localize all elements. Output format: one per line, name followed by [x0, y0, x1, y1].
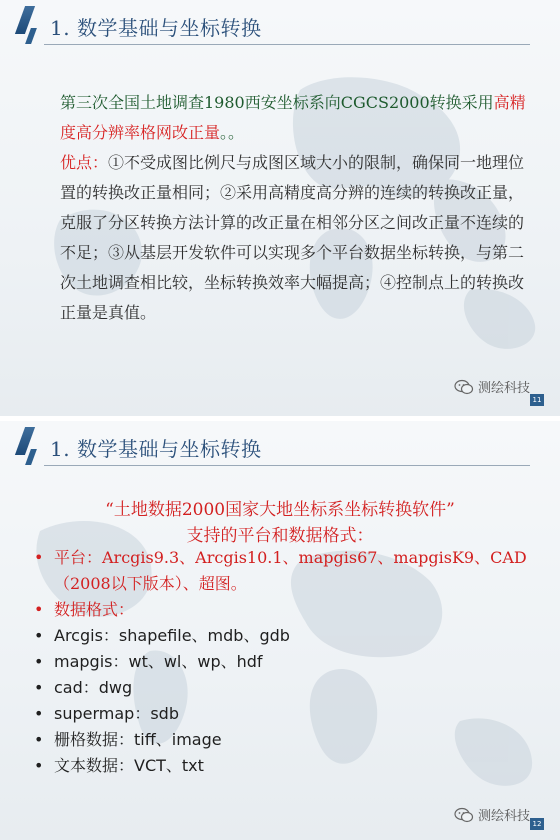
bullet-dot: • — [34, 548, 44, 567]
bullet-item — [30, 727, 540, 753]
bullet-text: 平台：Arcgis9.3、Arcgis10.1、mapgis67、mapgisK9、CAD（2008以下版本）、超图。 — [54, 548, 527, 593]
title-divider — [44, 44, 530, 45]
bullet-text: mapgis：wt、wl、wp、hdf — [54, 652, 263, 671]
bullet-item — [30, 623, 540, 649]
slide-title: 1. 数学基础与坐标转换 — [50, 437, 262, 461]
bullet-item — [30, 597, 540, 623]
slide-1 — [0, 0, 560, 416]
bullet-item — [30, 701, 540, 727]
page-number-badge: 12 — [530, 818, 544, 830]
format-bullet-list — [30, 545, 540, 779]
heading-line-2: 支持的平台和数据格式： — [186, 526, 374, 546]
footer-brand-label: 测绘科技 — [477, 381, 530, 396]
advantages-label: 优点： — [60, 153, 109, 172]
intro-text: 第三次全国土地调查1980西安坐标系向CGCS2000转换采用 — [60, 93, 494, 112]
bullet-item — [30, 675, 540, 701]
bullet-text: 文本数据：VCT、txt — [54, 756, 204, 775]
slide-2 — [0, 421, 560, 840]
bullet-dot: • — [34, 652, 44, 671]
wechat-icon — [454, 807, 474, 823]
bullet-dot: • — [34, 756, 44, 775]
bullet-text: supermap：sdb — [54, 704, 179, 723]
bullet-dot: • — [34, 678, 44, 697]
bullet-dot: • — [34, 626, 44, 645]
bullet-dot: • — [34, 704, 44, 723]
heading-line-1: “土地数据2000国家大地坐标系坐标转换软件” — [105, 500, 455, 520]
slide-body — [38, 88, 538, 328]
footer-brand — [454, 805, 530, 824]
bullet-text: cad：dwg — [54, 678, 133, 697]
intro-paragraph — [38, 88, 538, 148]
title-divider — [44, 465, 530, 466]
bullet-text: 栅格数据：tiff、image — [54, 730, 222, 749]
footer-brand-label: 测绘科技 — [477, 809, 530, 824]
wechat-icon — [454, 379, 474, 395]
bullet-text: Arcgis：shapefile、mdb、gdb — [54, 626, 290, 645]
advantages-paragraph — [38, 148, 538, 328]
footer-brand — [454, 377, 530, 396]
advantages-text: ①不受成图比例尺与成图区域大小的限制，确保同一地理位置的转换改正量相同；②采用高精度高分辨的连续的转换改正量，克服了分区转换方法计算的改正量在相邻分区之间改正量不连续的不足；③从基层开发软件可以实现多个平台数据坐标转换，与第二次土地调查相比较，坐标转换效率大幅提高；④控制点上的转换改正量是真值。 — [60, 153, 525, 322]
bullet-item — [30, 649, 540, 675]
bullet-item — [30, 545, 540, 597]
bullet-text: 数据格式： — [54, 600, 135, 619]
bullet-dot: • — [34, 600, 44, 619]
intro-highlight: 高精度高分辨率格网改正量 — [60, 93, 526, 142]
bullet-dot: • — [34, 730, 44, 749]
slide-title: 1. 数学基础与坐标转换 — [50, 16, 262, 40]
page-number-badge: 11 — [530, 394, 544, 406]
bullet-item — [30, 753, 540, 779]
intro-end: 。。 — [220, 123, 245, 142]
